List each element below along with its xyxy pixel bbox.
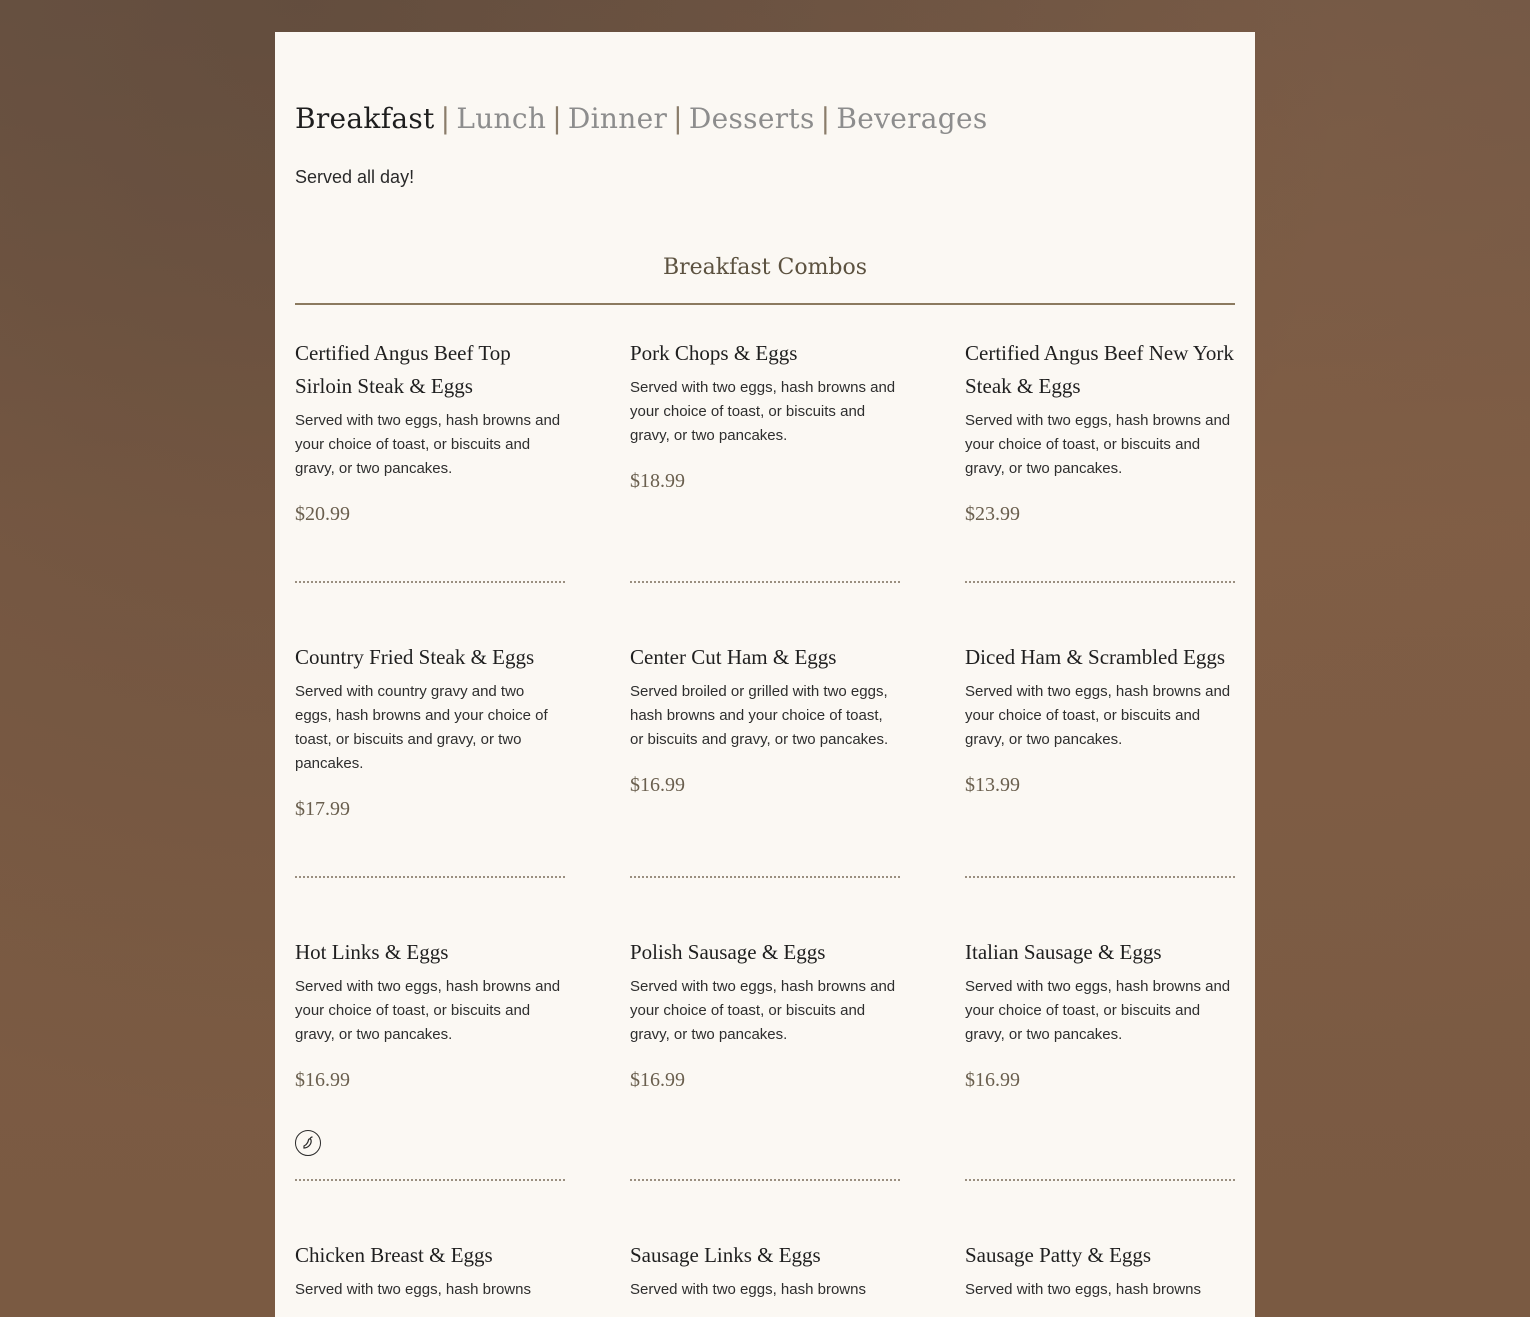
section-title: Breakfast Combos	[662, 255, 868, 280]
item-description: Served with two eggs, hash browns and your choice of toast, or biscuits and gravy, or two pancakes.	[295, 412, 561, 477]
item-price: $20.99	[295, 503, 350, 525]
item-name: Certified Angus Beef Top Sirloin Steak & Eggs	[295, 341, 511, 398]
item-divider	[630, 876, 900, 878]
tab-lunch[interactable]: Lunch	[456, 102, 547, 135]
tab-separator: |	[820, 102, 831, 135]
item-name: Diced Ham & Scrambled Eggs	[965, 645, 1226, 669]
item-divider	[965, 876, 1235, 878]
item-price: $16.99	[295, 1069, 350, 1091]
menu-tagline: Served all day!	[295, 167, 415, 187]
item-name: Certified Angus Beef New York Steak & Eggs	[965, 341, 1234, 398]
menu-item	[965, 641, 1235, 797]
menu-item	[295, 337, 565, 526]
menu-item	[965, 936, 1235, 1092]
menu-panel	[275, 32, 1255, 1317]
item-name: Polish Sausage & Eggs	[630, 940, 826, 964]
menu-item	[295, 641, 565, 821]
item-price: $16.99	[630, 774, 685, 796]
item-price: $16.99	[630, 1069, 685, 1091]
item-divider	[630, 1179, 900, 1181]
item-divider	[295, 1179, 565, 1181]
tab-separator: |	[440, 102, 451, 135]
tab-beverages[interactable]: Beverages	[836, 102, 988, 135]
menu-item	[965, 337, 1235, 526]
item-description: Served with two eggs, hash browns and your choice of toast, or biscuits and gravy, or two pancakes.	[965, 683, 1231, 748]
menu-item	[630, 1239, 900, 1302]
item-divider	[295, 876, 565, 878]
item-price: $18.99	[630, 470, 685, 492]
item-description: Served with two eggs, hash browns	[630, 1281, 866, 1298]
tab-separator: |	[552, 102, 562, 135]
item-description: Served with two eggs, hash browns and your choice of toast, or biscuits and gravy, or two pancakes.	[965, 978, 1231, 1043]
item-name: Sausage Links & Eggs	[630, 1243, 821, 1267]
item-name: Sausage Patty & Eggs	[965, 1243, 1152, 1267]
item-description: Served with country gravy and two eggs, hash browns and your choice of toast, or biscuits and gravy, or two pancakes.	[295, 683, 548, 772]
item-price: $13.99	[965, 774, 1020, 796]
tab-dinner[interactable]: Dinner	[567, 102, 668, 135]
menu-item	[630, 936, 900, 1092]
item-price: $16.99	[965, 1069, 1020, 1091]
item-divider	[965, 1179, 1235, 1181]
item-name: Pork Chops & Eggs	[630, 341, 798, 365]
item-description: Served with two eggs, hash browns and your choice of toast, or biscuits and gravy, or two pancakes.	[965, 412, 1231, 477]
item-name: Chicken Breast & Eggs	[295, 1243, 493, 1267]
item-name: Country Fried Steak & Eggs	[295, 645, 535, 669]
section-divider	[295, 303, 1235, 305]
menu-item	[630, 337, 900, 493]
item-divider	[295, 581, 565, 583]
item-price: $17.99	[295, 798, 350, 820]
item-name: Hot Links & Eggs	[295, 940, 449, 964]
item-name: Italian Sausage & Eggs	[965, 940, 1162, 964]
item-description: Served with two eggs, hash browns and your choice of toast, or biscuits and gravy, or two pancakes.	[295, 978, 561, 1043]
item-name: Center Cut Ham & Eggs	[630, 645, 837, 669]
menu-item	[630, 641, 900, 797]
spicy-pepper-icon	[295, 1130, 321, 1156]
item-description: Served with two eggs, hash browns and your choice of toast, or biscuits and gravy, or two pancakes.	[630, 379, 896, 444]
tab-desserts[interactable]: Desserts	[688, 102, 815, 135]
menu-item	[295, 1239, 565, 1302]
menu-item	[965, 1239, 1235, 1302]
item-description: Served broiled or grilled with two eggs, hash browns and your choice of toast, or biscuits and gravy, or two pancakes.	[630, 683, 889, 748]
item-divider	[965, 581, 1235, 583]
item-divider	[630, 581, 900, 583]
item-description: Served with two eggs, hash browns	[965, 1281, 1201, 1298]
tab-breakfast[interactable]: Breakfast	[295, 102, 435, 135]
item-description: Served with two eggs, hash browns and your choice of toast, or biscuits and gravy, or two pancakes.	[630, 978, 896, 1043]
item-description: Served with two eggs, hash browns	[295, 1281, 531, 1298]
menu-tabs	[295, 102, 988, 135]
tab-separator: |	[673, 102, 683, 135]
item-price: $23.99	[965, 503, 1020, 525]
menu-item	[295, 936, 565, 1092]
